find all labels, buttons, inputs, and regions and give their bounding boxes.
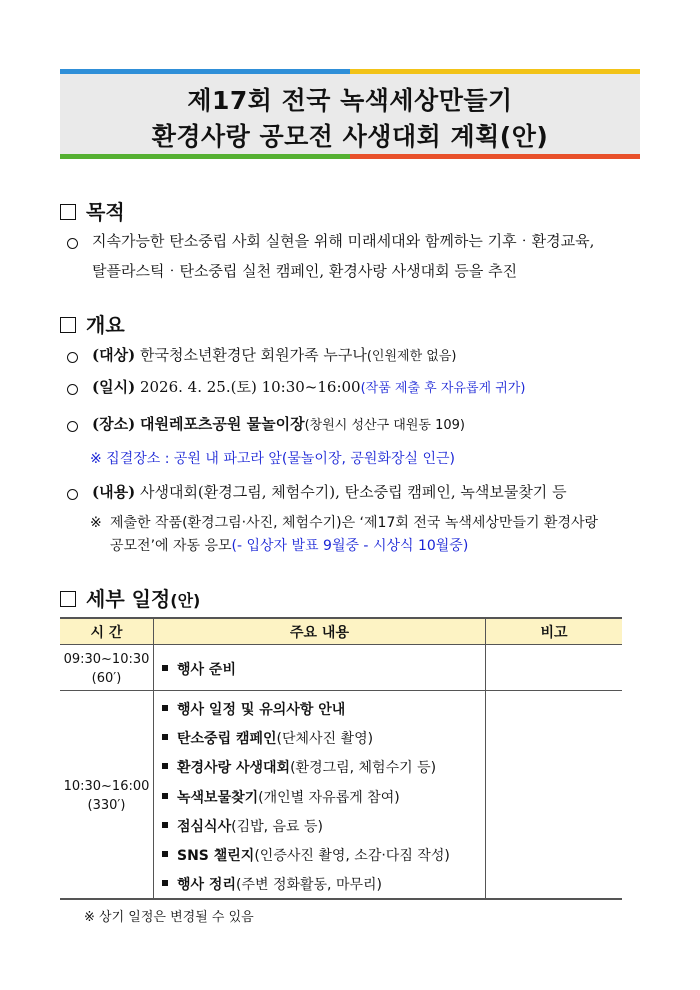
table-header-divider — [60, 644, 622, 645]
section-heading-purpose: 목적 — [60, 196, 125, 225]
bullet-circle-icon — [67, 421, 78, 432]
content-note-mark: ※ — [90, 515, 102, 531]
schedule-item: 행사 준비 — [162, 660, 236, 680]
bullet-square-icon — [162, 851, 168, 857]
section-heading-schedule: 세부 일정(안) — [60, 583, 200, 612]
content-note-line-2: 공모전’에 자동 응모(- 입상자 발표 9월중 - 시상식 10월중) — [110, 538, 469, 554]
overview-content: (내용) 사생대회(환경그림, 체험수기), 탄소중립 캠페인, 녹색보물찾기 등 — [92, 483, 567, 501]
meeting-place-note: ※ 집결장소 : 공원 내 파고라 앞(물놀이장, 공원화장실 인근) — [90, 451, 455, 467]
banner-bar-red — [350, 154, 640, 159]
page-title-line-2: 환경사랑 공모전 사생대회 계획(안) — [151, 122, 549, 151]
checkbox-square-icon — [60, 591, 76, 607]
table-column-divider — [153, 618, 154, 899]
checkbox-square-icon — [60, 317, 76, 333]
schedule-item: 녹색보물찾기(개인별 자유롭게 참여) — [162, 788, 400, 808]
bullet-square-icon — [162, 822, 168, 828]
overview-target: (대상) 한국청소년환경단 회원가족 누구나(인원제한 없음) — [92, 346, 457, 364]
bullet-square-icon — [162, 793, 168, 799]
bullet-square-icon — [162, 763, 168, 769]
row-duration: (60′) — [91, 671, 122, 686]
purpose-line-2: 탈플라스틱‧탄소중립 실천 캠페인, 환경사랑 사생대회 등을 추진 — [92, 262, 518, 280]
schedule-item: 탄소중립 캠페인(단체사진 촬영) — [162, 729, 373, 749]
overview-date: (일시) 2026. 4. 25.(토) 10:30~16:00(작품 제출 후 자유롭게 귀가) — [92, 378, 526, 396]
checkbox-square-icon — [60, 204, 76, 220]
banner-bar-green — [60, 154, 350, 159]
table-border-bottom — [60, 898, 622, 900]
table-column-divider — [485, 618, 486, 899]
bullet-circle-icon — [67, 489, 78, 500]
bullet-square-icon — [162, 734, 168, 740]
table-header-note: 비고 — [540, 625, 568, 641]
bullet-square-icon — [162, 705, 168, 711]
section-heading-overview: 개요 — [60, 309, 125, 338]
table-border-top — [60, 617, 622, 619]
content-note-line-1: 제출한 작품(환경그림‧사진, 체험수기)은 ‘제17회 전국 녹색세상만들기 환경사랑 — [110, 515, 599, 531]
schedule-item: 환경사랑 사생대회(환경그림, 체험수기 등) — [162, 758, 436, 778]
row-time: 09:30~10:30 — [63, 652, 150, 667]
overview-place: (장소) 대원레포츠공원 물놀이장(창원시 성산구 대원동 109) — [92, 415, 465, 433]
schedule-item: 점심식사(김밥, 음료 등) — [162, 817, 323, 837]
schedule-footnote: ※ 상기 일정은 변경될 수 있음 — [84, 910, 254, 925]
bullet-circle-icon — [67, 238, 78, 249]
bullet-circle-icon — [67, 384, 78, 395]
page-title-line-1: 제17회 전국 녹색세상만들기 — [187, 86, 513, 115]
table-header-content: 주요 내용 — [290, 625, 349, 641]
row-time: 10:30~16:00 — [63, 779, 150, 794]
row-duration: (330′) — [87, 798, 126, 813]
purpose-line-1: 지속가능한 탄소중립 사회 실현을 위해 미래세대와 함께하는 기후‧환경교육, — [92, 232, 595, 250]
bullet-circle-icon — [67, 352, 78, 363]
schedule-item: SNS 챌린지(인증사진 촬영, 소감‧다짐 작성) — [162, 846, 450, 866]
table-header-time: 시 간 — [90, 625, 123, 641]
bullet-square-icon — [162, 880, 168, 886]
table-row-divider — [60, 690, 622, 691]
schedule-item: 행사 정리(주변 정화활동, 마무리) — [162, 875, 382, 895]
title-banner — [60, 74, 640, 154]
schedule-item: 행사 일정 및 유의사항 안내 — [162, 700, 345, 720]
bullet-square-icon — [162, 665, 168, 671]
